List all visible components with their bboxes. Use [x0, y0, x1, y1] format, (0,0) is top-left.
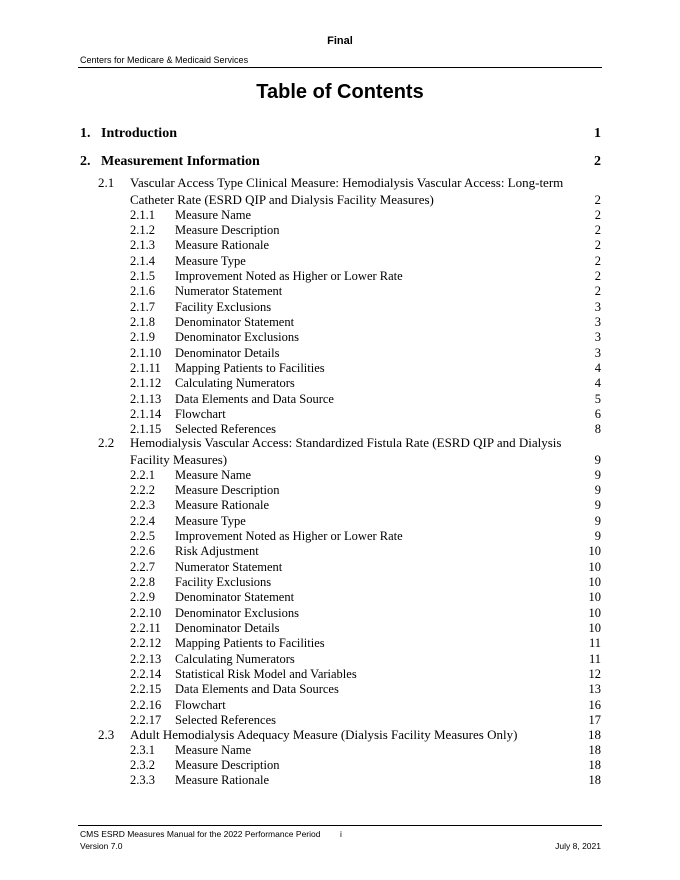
toc-entry-page: 9	[594, 482, 601, 497]
toc-entry[interactable]	[130, 756, 601, 773]
toc-entry-page: 18	[588, 773, 601, 788]
toc-leader	[246, 252, 595, 265]
toc-entry-title: Risk Adjustment	[175, 544, 259, 559]
toc-entry-number: 2.1.11	[130, 361, 161, 375]
toc-entry-number: 2.2.16	[130, 697, 162, 712]
toc-entry-title: Adult Hemodialysis Adequacy Measure (Dialysis Facility Measures Only)	[130, 727, 518, 742]
toc-entry[interactable]	[130, 481, 601, 498]
toc-entry-title: Measure Rationale	[175, 773, 270, 788]
footer-page-number: i	[340, 829, 342, 839]
toc-entry[interactable]	[80, 151, 601, 170]
toc-entry-page: 18	[588, 742, 601, 757]
toc-entry-page: 10	[588, 559, 601, 574]
toc-entry[interactable]	[130, 681, 601, 698]
toc-leader	[299, 604, 589, 617]
toc-entry[interactable]	[130, 635, 601, 652]
toc-entry-page: 9	[594, 452, 601, 467]
toc-entry-number: 2.2.15	[130, 682, 162, 697]
toc-entry-number: 2.1.7	[130, 299, 155, 314]
toc-entry-title: Numerator Statement	[175, 559, 283, 574]
toc-entry-page: 3	[594, 299, 601, 314]
toc-entry-number: 2.3.2	[130, 757, 155, 772]
toc-entry-title: Measure Description	[175, 222, 280, 237]
toc-entry-number: 2.1.10	[130, 345, 162, 360]
toc-leader	[299, 329, 595, 342]
toc-entry-title: Hemodialysis Vascular Access: Standardized Fistula Rate (ESRD QIP and Dialysis	[130, 435, 562, 450]
toc-entry[interactable]	[130, 329, 601, 346]
toc-entry-number: 2.1.1	[130, 207, 155, 222]
toc-entry-title-continued: Catheter Rate (ESRD QIP and Dialysis Facility Measures)	[130, 192, 434, 207]
toc-entry[interactable]	[130, 741, 601, 758]
toc-entry-page: 11	[588, 636, 601, 651]
toc-entry-page: 16	[588, 697, 601, 712]
toc-leader	[403, 527, 595, 540]
toc-entry-page: 2	[594, 238, 601, 253]
toc-entry-title: Selected References	[175, 422, 276, 437]
toc-entry-page: 10	[588, 574, 601, 589]
toc-leader	[271, 573, 588, 586]
toc-entry-page: 2	[594, 284, 601, 299]
toc-entry-page: 9	[594, 498, 601, 513]
toc-entry[interactable]	[130, 237, 601, 254]
toc-entry[interactable]	[130, 375, 601, 392]
toc-leader	[282, 283, 594, 296]
toc-entry-title: Measure Type	[175, 253, 246, 268]
toc-entry-page: 2	[594, 268, 601, 283]
toc-entry-title: Facility Exclusions	[175, 574, 272, 589]
toc-entry-multiline[interactable]	[98, 435, 561, 451]
header-rule	[78, 67, 602, 68]
toc-entry-number: 2.2.5	[130, 528, 155, 543]
toc-entry-page: 3	[594, 314, 601, 329]
toc-entry-multiline[interactable]	[98, 175, 563, 191]
toc-leader	[517, 726, 588, 739]
toc-leader	[295, 375, 595, 388]
toc-entry-number: 2.	[80, 154, 91, 169]
toc-entry-page: 10	[588, 621, 601, 635]
toc-entry-number: 2.2.8	[130, 574, 155, 589]
toc-entry-title: Improvement Noted as Higher or Lower Rate	[175, 268, 403, 283]
toc-entry[interactable]	[130, 497, 601, 514]
toc-entry-number: 2.2.12	[130, 636, 162, 651]
toc-leader	[227, 451, 594, 464]
toc-entry-number: 2.2.10	[130, 605, 162, 620]
toc-leader	[294, 313, 595, 326]
toc-entry-number: 2.1.5	[130, 268, 155, 283]
toc-entry-number: 2.2.6	[130, 544, 155, 559]
toc-entry-title: Data Elements and Data Source	[175, 391, 334, 406]
toc-entry-title: Flowchart	[175, 697, 226, 712]
toc-entry-title: Measure Description	[175, 482, 280, 497]
toc-entry-title: Denominator Details	[175, 621, 280, 635]
toc-entry[interactable]	[130, 589, 601, 606]
toc-entry-number: 2.1.2	[130, 222, 155, 237]
toc-entry-page: 2	[594, 192, 601, 207]
toc-entry-title: Denominator Statement	[175, 314, 295, 329]
toc-entry-number: 2.1.14	[130, 407, 162, 422]
page-title: Table of Contents	[256, 81, 424, 103]
toc-entry-title: Vascular Access Type Clinical Measure: Hemodialysis Vascular Access: Long-term	[130, 175, 564, 190]
toc-entry-number: 2.1.4	[130, 253, 155, 268]
toc-leader	[269, 772, 588, 785]
toc-entry[interactable]	[130, 221, 601, 238]
toc-entry-number: 2.1.13	[130, 391, 162, 406]
toc-entry-page: 13	[588, 682, 601, 697]
footer-rule	[78, 825, 602, 826]
toc-entry-number: 2.2.14	[130, 667, 162, 682]
toc-leader	[282, 558, 588, 571]
toc-entry[interactable]	[130, 298, 601, 315]
toc-leader	[279, 221, 594, 234]
toc-entry[interactable]	[130, 252, 601, 269]
toc-entry-number: 2.1.15	[130, 422, 162, 437]
toc-entry[interactable]	[130, 558, 601, 575]
toc-entry-number: 2.3.3	[130, 773, 155, 788]
toc-entry-title: Data Elements and Data Sources	[175, 682, 339, 697]
toc-leader	[260, 151, 594, 165]
toc-entry-page: 6	[594, 407, 601, 422]
toc-entry-title: Measure Rationale	[175, 238, 270, 253]
toc-entry-title: Denominator Details	[175, 345, 280, 360]
toc-leader	[276, 421, 595, 434]
toc-entry[interactable]	[130, 267, 601, 284]
toc-entry-page: 10	[588, 590, 601, 605]
toc-entry-number: 2.1.12	[130, 376, 162, 391]
toc-entry-number: 1.	[80, 126, 91, 141]
toc-entry-page: 3	[594, 330, 601, 345]
toc-entry-page: 11	[588, 651, 601, 666]
toc-entry-page: 2	[594, 154, 601, 169]
toc-entry-title: Statistical Risk Model and Variables	[175, 667, 357, 682]
toc-leader	[280, 344, 595, 357]
toc-entry-page: 3	[594, 345, 601, 360]
toc-entry[interactable]	[130, 696, 601, 713]
toc-leader	[271, 298, 595, 311]
toc-entry[interactable]	[130, 543, 601, 560]
toc-entry-number: 2.2.9	[130, 590, 155, 605]
toc-entry-title: Selected References	[175, 713, 276, 728]
toc-leader	[403, 267, 595, 280]
toc-entry-page: 9	[594, 467, 601, 482]
toc-entry-page: 12	[588, 667, 601, 682]
toc-entry-page: 18	[588, 727, 601, 742]
toc-leader	[269, 237, 595, 250]
toc-entry-number: 2.2.13	[130, 651, 162, 666]
toc-entry[interactable]	[130, 390, 601, 407]
toc-entry-title: Measure Type	[175, 513, 246, 528]
toc-entry-title: Introduction	[101, 126, 177, 141]
toc-entry-page: 4	[594, 376, 601, 391]
toc-entry-page: 2	[594, 222, 601, 237]
toc-entry[interactable]	[130, 527, 601, 544]
toc-entry-page: 10	[588, 544, 601, 559]
toc-entry-page: 2	[594, 253, 601, 268]
toc-entry[interactable]	[130, 620, 601, 637]
footer-version: Version 7.0	[80, 841, 123, 851]
toc-entry-title: Measure Name	[175, 467, 252, 482]
toc-leader	[279, 756, 588, 769]
toc-entry[interactable]	[130, 666, 601, 683]
toc-entry-title: Denominator Exclusions	[175, 330, 299, 345]
toc-entry-page: 4	[594, 361, 601, 375]
toc-leader	[294, 589, 588, 602]
toc-entry-title: Calculating Numerators	[175, 651, 295, 666]
toc-entry-page: 1	[594, 126, 601, 141]
toc-entry-title: Improvement Noted as Higher or Lower Rate	[175, 528, 403, 543]
toc-entry-number: 2.1	[98, 175, 115, 190]
footer-date: July 8, 2021	[555, 841, 601, 851]
toc-entry-number: 2.1.9	[130, 330, 155, 345]
toc-entry[interactable]	[130, 313, 601, 330]
toc-leader	[246, 512, 595, 525]
toc-leader	[276, 712, 589, 725]
toc-entry-number: 2.1.8	[130, 314, 155, 329]
toc-leader	[251, 466, 595, 479]
footer-manual-title: CMS ESRD Measures Manual for the 2022 Performance Period	[80, 829, 321, 839]
toc-entry[interactable]	[130, 772, 601, 789]
toc-entry-page: 17	[588, 713, 601, 728]
toc-leader	[251, 206, 595, 219]
toc-leader	[251, 741, 588, 754]
toc-entry-page: 2	[594, 207, 601, 222]
toc-entry-number: 2.2.7	[130, 559, 155, 574]
toc-entry-title: Measurement Information	[101, 154, 260, 169]
toc-entry-title: Numerator Statement	[175, 284, 283, 299]
toc-leader	[269, 497, 595, 510]
toc-entry-title: Measure Name	[175, 207, 252, 222]
toc-leader	[434, 191, 595, 204]
header-organization: Centers for Medicare & Medicaid Services	[80, 55, 249, 65]
toc-entry-title: Calculating Numerators	[175, 376, 295, 391]
toc-leader	[177, 123, 594, 137]
toc-entry[interactable]	[130, 344, 601, 361]
toc-entry-page: 18	[588, 757, 601, 772]
toc-entry[interactable]	[130, 650, 601, 667]
toc-entry-title-continued: Facility Measures)	[130, 452, 228, 467]
toc-entry[interactable]	[130, 360, 601, 377]
toc-leader	[226, 696, 589, 709]
toc-entry[interactable]	[130, 406, 601, 423]
toc-entry-title: Denominator Statement	[175, 590, 295, 605]
toc-leader	[334, 390, 595, 403]
toc-entry-number: 2.2.3	[130, 498, 155, 513]
toc-entry[interactable]	[130, 604, 601, 621]
toc-entry-number: 2.2.2	[130, 482, 155, 497]
toc-entry-number: 2.2.11	[130, 621, 161, 635]
toc-leader	[357, 666, 589, 679]
toc-entry-title: Facility Exclusions	[175, 299, 272, 314]
toc-entry[interactable]	[130, 466, 601, 483]
toc-entry-number: 2.2.1	[130, 467, 155, 482]
toc-leader	[280, 620, 589, 633]
toc-entry-title: Measure Rationale	[175, 498, 270, 513]
toc-entry-page: 8	[594, 422, 601, 437]
toc-entry[interactable]	[80, 123, 601, 142]
toc-entry-page: 9	[594, 528, 601, 543]
toc-entry-title: Measure Name	[175, 742, 252, 757]
toc-entry-number: 2.1.3	[130, 238, 155, 253]
toc-entry-number: 2.3	[98, 727, 115, 742]
header-status: Final	[327, 35, 353, 47]
toc-entry-number: 2.2.17	[130, 713, 162, 728]
toc-leader	[295, 650, 589, 663]
toc-entry-page: 5	[594, 391, 601, 406]
toc-leader	[259, 543, 589, 556]
toc-leader	[325, 635, 589, 648]
toc-entry-number: 2.2.4	[130, 513, 155, 528]
toc-leader	[325, 360, 595, 373]
toc-entry-page: 9	[594, 513, 601, 528]
toc-entry-title: Mapping Patients to Facilities	[175, 361, 325, 375]
toc-entry-title: Denominator Exclusions	[175, 605, 299, 620]
toc-entry-number: 2.2	[98, 435, 115, 450]
toc-leader	[279, 481, 594, 494]
toc-entry-title: Flowchart	[175, 407, 226, 422]
toc-entry-number: 2.3.1	[130, 742, 155, 757]
toc-leader	[226, 406, 595, 419]
toc-entry-page: 10	[588, 605, 601, 620]
toc-entry-number: 2.1.6	[130, 284, 155, 299]
toc-leader	[339, 681, 589, 694]
toc-entry[interactable]	[130, 283, 601, 300]
toc-entry[interactable]	[130, 573, 601, 590]
toc-entry[interactable]	[130, 206, 601, 223]
toc-entry-title: Measure Description	[175, 757, 280, 772]
toc-entry-title: Mapping Patients to Facilities	[175, 636, 325, 651]
toc-entry[interactable]	[130, 512, 601, 529]
